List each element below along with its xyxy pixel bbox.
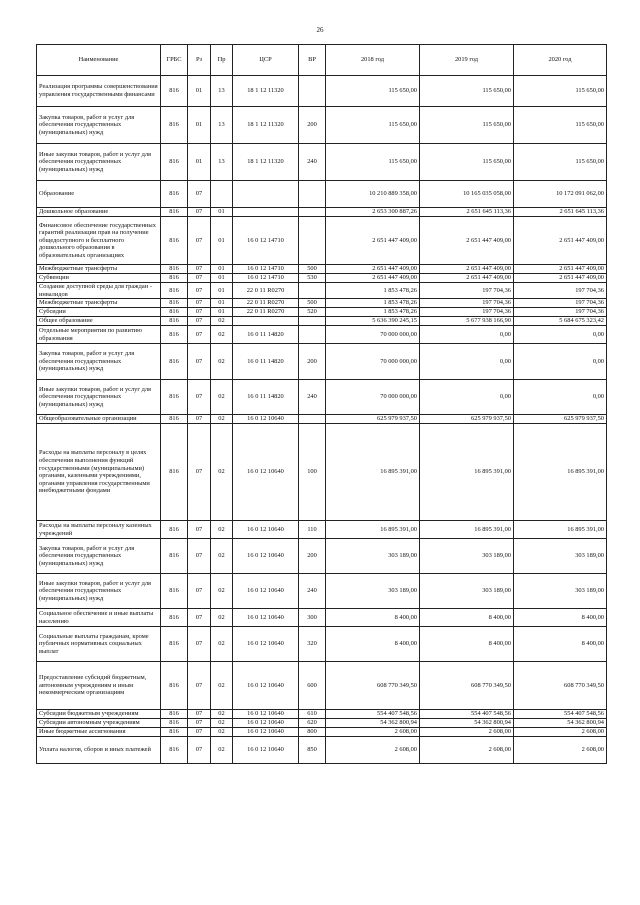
cell-y2019: 608 770 349,50: [420, 662, 514, 710]
cell-csr: [233, 317, 299, 326]
cell-y2020: 554 407 548,56: [514, 710, 607, 719]
cell-y2019: 54 362 800,94: [420, 719, 514, 728]
header-pr: Пр: [211, 45, 233, 76]
table-row: [37, 217, 607, 265]
cell-vr: 320: [299, 627, 326, 662]
cell-rz: 01: [188, 76, 211, 107]
cell-y2018: 115 650,00: [326, 107, 420, 144]
cell-y2018: 70 000 000,00: [326, 326, 420, 344]
table-row: [37, 76, 607, 107]
cell-name: Иные бюджетные ассигнования: [37, 728, 161, 737]
cell-grbs: 816: [161, 539, 188, 574]
header-rz: Рз: [188, 45, 211, 76]
cell-csr: 16 0 12 10640: [233, 521, 299, 539]
cell-y2019: 197 704,36: [420, 308, 514, 317]
table-row: [37, 107, 607, 144]
cell-y2018: 115 650,00: [326, 76, 420, 107]
cell-rz: 07: [188, 539, 211, 574]
cell-grbs: 816: [161, 326, 188, 344]
cell-rz: 07: [188, 609, 211, 627]
cell-y2020: 2 651 447 409,00: [514, 265, 607, 274]
cell-y2020: 115 650,00: [514, 76, 607, 107]
cell-y2019: 8 400,00: [420, 609, 514, 627]
cell-y2020: 16 895 391,00: [514, 424, 607, 521]
cell-vr: [299, 317, 326, 326]
cell-vr: 850: [299, 737, 326, 764]
cell-y2018: 2 651 447 409,00: [326, 274, 420, 283]
table-row: [37, 308, 607, 317]
cell-y2020: 2 651 447 409,00: [514, 217, 607, 265]
cell-y2019: 0,00: [420, 380, 514, 415]
cell-rz: 07: [188, 217, 211, 265]
cell-pr: 01: [211, 208, 233, 217]
cell-rz: 07: [188, 265, 211, 274]
cell-csr: 16 0 12 10640: [233, 737, 299, 764]
table-row: [37, 144, 607, 181]
cell-name: Дошкольное образование: [37, 208, 161, 217]
cell-vr: [299, 76, 326, 107]
cell-y2020: 197 704,36: [514, 299, 607, 308]
table-row: [37, 424, 607, 521]
cell-name: Иные закупки товаров, работ и услуг для обеспечения государственных (муниципальных) нужд: [37, 574, 161, 609]
table-body: [37, 76, 607, 764]
cell-y2018: 10 210 889 358,00: [326, 181, 420, 208]
cell-pr: 02: [211, 719, 233, 728]
header-2020: 2020 год: [514, 45, 607, 76]
cell-y2019: 2 608,00: [420, 737, 514, 764]
cell-csr: 18 1 12 11320: [233, 76, 299, 107]
cell-pr: 02: [211, 737, 233, 764]
cell-y2020: 2 608,00: [514, 737, 607, 764]
cell-pr: 02: [211, 539, 233, 574]
cell-y2019: 115 650,00: [420, 107, 514, 144]
cell-pr: 01: [211, 217, 233, 265]
cell-pr: 02: [211, 415, 233, 424]
cell-csr: 22 0 11 R0270: [233, 308, 299, 317]
cell-y2018: 303 189,00: [326, 539, 420, 574]
cell-y2020: 5 684 675 323,42: [514, 317, 607, 326]
cell-vr: 110: [299, 521, 326, 539]
cell-pr: 02: [211, 424, 233, 521]
cell-vr: 620: [299, 719, 326, 728]
cell-pr: 02: [211, 710, 233, 719]
cell-pr: 01: [211, 299, 233, 308]
cell-grbs: 816: [161, 107, 188, 144]
table-row: [37, 609, 607, 627]
cell-pr: 02: [211, 662, 233, 710]
cell-grbs: 816: [161, 344, 188, 380]
cell-y2018: 16 895 391,00: [326, 521, 420, 539]
cell-y2019: 303 189,00: [420, 539, 514, 574]
cell-vr: 500: [299, 265, 326, 274]
cell-name: Закупка товаров, работ и услуг для обеспечения государственных (муниципальных) нужд: [37, 539, 161, 574]
cell-name: Общее образование: [37, 317, 161, 326]
cell-csr: 16 0 12 10640: [233, 415, 299, 424]
cell-rz: 07: [188, 308, 211, 317]
cell-name: Создание доступной среды для граждан - инвалидов: [37, 283, 161, 299]
cell-pr: 02: [211, 574, 233, 609]
cell-csr: 16 0 12 14710: [233, 217, 299, 265]
cell-grbs: 816: [161, 719, 188, 728]
cell-pr: 02: [211, 728, 233, 737]
table-row: [37, 283, 607, 299]
cell-y2018: 70 000 000,00: [326, 344, 420, 380]
table-row: [37, 326, 607, 344]
cell-rz: 07: [188, 326, 211, 344]
cell-grbs: 816: [161, 308, 188, 317]
cell-rz: 07: [188, 574, 211, 609]
cell-pr: 02: [211, 380, 233, 415]
cell-y2018: 303 189,00: [326, 574, 420, 609]
cell-pr: 02: [211, 317, 233, 326]
cell-grbs: 816: [161, 283, 188, 299]
cell-grbs: 816: [161, 662, 188, 710]
cell-pr: 13: [211, 76, 233, 107]
cell-vr: 200: [299, 107, 326, 144]
header-2018: 2018 год: [326, 45, 420, 76]
cell-y2018: 2 653 300 887,26: [326, 208, 420, 217]
cell-vr: 800: [299, 728, 326, 737]
cell-y2020: 303 189,00: [514, 574, 607, 609]
cell-y2018: 554 407 548,56: [326, 710, 420, 719]
cell-y2018: 2 608,00: [326, 737, 420, 764]
cell-pr: 01: [211, 274, 233, 283]
cell-csr: 16 0 11 14820: [233, 326, 299, 344]
cell-vr: [299, 181, 326, 208]
cell-csr: 16 0 12 10640: [233, 710, 299, 719]
cell-y2018: 54 362 800,94: [326, 719, 420, 728]
cell-rz: 07: [188, 380, 211, 415]
cell-rz: 07: [188, 737, 211, 764]
cell-name: Социальные выплаты гражданам, кроме публичных нормативных социальных выплат: [37, 627, 161, 662]
cell-y2020: 303 189,00: [514, 539, 607, 574]
cell-vr: 610: [299, 710, 326, 719]
cell-rz: 01: [188, 107, 211, 144]
cell-y2020: 115 650,00: [514, 107, 607, 144]
cell-csr: 16 0 12 10640: [233, 728, 299, 737]
cell-vr: 520: [299, 308, 326, 317]
cell-grbs: 816: [161, 609, 188, 627]
cell-vr: [299, 283, 326, 299]
cell-rz: 07: [188, 627, 211, 662]
cell-name: Закупка товаров, работ и услуг для обеспечения государственных (муниципальных) нужд: [37, 344, 161, 380]
cell-grbs: 816: [161, 521, 188, 539]
cell-pr: 13: [211, 144, 233, 181]
cell-name: Закупка товаров, работ и услуг для обеспечения государственных (муниципальных) нужд: [37, 107, 161, 144]
cell-csr: 16 0 12 10640: [233, 719, 299, 728]
table-row: [37, 415, 607, 424]
header-grbs: ГРБС: [161, 45, 188, 76]
cell-grbs: 816: [161, 574, 188, 609]
cell-y2018: 8 400,00: [326, 627, 420, 662]
cell-pr: 02: [211, 627, 233, 662]
cell-name: Субсидии: [37, 308, 161, 317]
cell-y2019: 2 651 447 409,00: [420, 274, 514, 283]
cell-csr: 22 0 11 R0270: [233, 283, 299, 299]
cell-name: Образование: [37, 181, 161, 208]
cell-csr: 18 1 12 11320: [233, 144, 299, 181]
cell-pr: 01: [211, 283, 233, 299]
cell-rz: 07: [188, 521, 211, 539]
cell-y2019: 5 677 938 166,90: [420, 317, 514, 326]
cell-name: Реализация программы совершенствования управления государственными финансами: [37, 76, 161, 107]
cell-y2019: 625 979 937,50: [420, 415, 514, 424]
budget-table: [36, 44, 607, 764]
cell-grbs: 816: [161, 424, 188, 521]
cell-y2020: 2 651 645 113,36: [514, 208, 607, 217]
cell-pr: [211, 181, 233, 208]
table-row: [37, 728, 607, 737]
cell-rz: 07: [188, 299, 211, 308]
cell-y2020: 16 895 391,00: [514, 521, 607, 539]
cell-rz: 01: [188, 144, 211, 181]
cell-grbs: 816: [161, 710, 188, 719]
cell-name: Отдельные мероприятия по развитию образования: [37, 326, 161, 344]
cell-vr: 200: [299, 539, 326, 574]
cell-y2018: 608 770 349,50: [326, 662, 420, 710]
cell-name: Субвенции: [37, 274, 161, 283]
cell-rz: 07: [188, 710, 211, 719]
cell-grbs: 816: [161, 274, 188, 283]
table-row: [37, 208, 607, 217]
cell-y2020: 54 362 800,94: [514, 719, 607, 728]
cell-y2018: 8 400,00: [326, 609, 420, 627]
cell-grbs: 816: [161, 627, 188, 662]
cell-name: Субсидии бюджетным учреждениям: [37, 710, 161, 719]
header-vr: ВР: [299, 45, 326, 76]
cell-csr: 16 0 12 10640: [233, 627, 299, 662]
header-name: Наименование: [37, 45, 161, 76]
cell-rz: 07: [188, 344, 211, 380]
cell-grbs: 816: [161, 415, 188, 424]
table-row: [37, 719, 607, 728]
cell-vr: 240: [299, 574, 326, 609]
cell-name: Межбюджетные трансферты: [37, 265, 161, 274]
cell-rz: 07: [188, 317, 211, 326]
cell-vr: [299, 415, 326, 424]
cell-y2020: 0,00: [514, 326, 607, 344]
cell-csr: 18 1 12 11320: [233, 107, 299, 144]
table-row: [37, 299, 607, 308]
cell-y2019: 0,00: [420, 344, 514, 380]
cell-y2018: 115 650,00: [326, 144, 420, 181]
cell-y2020: 608 770 349,50: [514, 662, 607, 710]
cell-name: Уплата налогов, сборов и иных платежей: [37, 737, 161, 764]
cell-grbs: 816: [161, 317, 188, 326]
cell-y2018: 5 636 390 245,15: [326, 317, 420, 326]
cell-rz: 07: [188, 424, 211, 521]
cell-vr: [299, 208, 326, 217]
cell-y2019: 115 650,00: [420, 144, 514, 181]
cell-y2018: 2 608,00: [326, 728, 420, 737]
cell-name: Предоставление субсидий бюджетным, автономным учреждениям и иным некоммерческим организациям: [37, 662, 161, 710]
cell-pr: 02: [211, 521, 233, 539]
cell-pr: 02: [211, 344, 233, 380]
cell-y2018: 1 853 478,26: [326, 283, 420, 299]
cell-csr: 16 0 11 14820: [233, 344, 299, 380]
cell-name: Общеобразовательные организации: [37, 415, 161, 424]
cell-vr: 300: [299, 609, 326, 627]
cell-y2020: 2 608,00: [514, 728, 607, 737]
cell-csr: 16 0 12 10640: [233, 662, 299, 710]
cell-name: Межбюджетные трансферты: [37, 299, 161, 308]
table-row: [37, 662, 607, 710]
cell-y2019: 8 400,00: [420, 627, 514, 662]
cell-y2019: 2 651 645 113,36: [420, 208, 514, 217]
cell-name: Расходы на выплаты персоналу в целях обеспечения выполнения функций государственными (муниципальными) органами, казенными учреждениями, органами управления государственными внебюджетными фондами: [37, 424, 161, 521]
cell-name: Расходы на выплаты персоналу казенных учреждений: [37, 521, 161, 539]
cell-y2019: 16 895 391,00: [420, 521, 514, 539]
cell-vr: [299, 217, 326, 265]
header-2019: 2019 год: [420, 45, 514, 76]
cell-name: Иные закупки товаров, работ и услуг для обеспечения государственных (муниципальных) нужд: [37, 380, 161, 415]
cell-pr: 02: [211, 326, 233, 344]
table-row: [37, 710, 607, 719]
header-csr: ЦСР: [233, 45, 299, 76]
cell-vr: 530: [299, 274, 326, 283]
cell-vr: 500: [299, 299, 326, 308]
cell-csr: 16 0 12 10640: [233, 574, 299, 609]
cell-y2018: 16 895 391,00: [326, 424, 420, 521]
cell-y2018: 2 651 447 409,00: [326, 265, 420, 274]
table-row: [37, 521, 607, 539]
table-row: [37, 265, 607, 274]
table-header-row: [37, 45, 607, 76]
table-row: [37, 181, 607, 208]
cell-y2020: 197 704,36: [514, 283, 607, 299]
cell-vr: 240: [299, 144, 326, 181]
cell-grbs: 816: [161, 728, 188, 737]
cell-rz: 07: [188, 181, 211, 208]
cell-grbs: 816: [161, 181, 188, 208]
cell-rz: 07: [188, 274, 211, 283]
cell-rz: 07: [188, 283, 211, 299]
cell-y2019: 10 165 035 058,00: [420, 181, 514, 208]
cell-grbs: 816: [161, 737, 188, 764]
cell-y2019: 115 650,00: [420, 76, 514, 107]
table-row: [37, 274, 607, 283]
cell-grbs: 816: [161, 265, 188, 274]
cell-grbs: 816: [161, 144, 188, 181]
cell-rz: 07: [188, 415, 211, 424]
cell-csr: [233, 208, 299, 217]
cell-pr: 01: [211, 308, 233, 317]
cell-y2018: 1 853 478,26: [326, 308, 420, 317]
cell-y2020: 197 704,36: [514, 308, 607, 317]
cell-y2019: 2 651 447 409,00: [420, 217, 514, 265]
cell-y2019: 303 189,00: [420, 574, 514, 609]
table-row: [37, 574, 607, 609]
cell-vr: [299, 326, 326, 344]
cell-pr: 13: [211, 107, 233, 144]
cell-name: Субсидии автономным учреждениям: [37, 719, 161, 728]
cell-rz: 07: [188, 719, 211, 728]
table-row: [37, 627, 607, 662]
cell-y2020: 115 650,00: [514, 144, 607, 181]
cell-rz: 07: [188, 728, 211, 737]
cell-y2018: 70 000 000,00: [326, 380, 420, 415]
table-row: [37, 737, 607, 764]
cell-grbs: 816: [161, 380, 188, 415]
cell-csr: 16 0 12 10640: [233, 424, 299, 521]
cell-name: Иные закупки товаров, работ и услуг для обеспечения государственных (муниципальных) нужд: [37, 144, 161, 181]
cell-y2018: 2 651 447 409,00: [326, 217, 420, 265]
cell-name: Социальное обеспечение и иные выплаты населению: [37, 609, 161, 627]
cell-y2020: 2 651 447 409,00: [514, 274, 607, 283]
cell-y2019: 2 651 447 409,00: [420, 265, 514, 274]
cell-y2020: 0,00: [514, 380, 607, 415]
cell-grbs: 816: [161, 208, 188, 217]
cell-y2018: 625 979 937,50: [326, 415, 420, 424]
cell-vr: 100: [299, 424, 326, 521]
page-number: 26: [316, 26, 324, 34]
table-row: [37, 380, 607, 415]
cell-pr: 01: [211, 265, 233, 274]
cell-vr: 240: [299, 380, 326, 415]
cell-vr: 200: [299, 344, 326, 380]
cell-name: Финансовое обеспечение государственных гарантий реализации прав на получение общедоступного и бесплатного дошкольного образования в образовательных организациях: [37, 217, 161, 265]
cell-grbs: 816: [161, 299, 188, 308]
cell-y2020: 10 172 091 062,00: [514, 181, 607, 208]
cell-y2019: 197 704,36: [420, 299, 514, 308]
cell-csr: [233, 181, 299, 208]
cell-pr: 02: [211, 609, 233, 627]
cell-y2019: 2 608,00: [420, 728, 514, 737]
cell-csr: 16 0 12 14710: [233, 274, 299, 283]
cell-y2020: 0,00: [514, 344, 607, 380]
cell-csr: 16 0 12 10640: [233, 539, 299, 574]
cell-y2020: 8 400,00: [514, 627, 607, 662]
cell-grbs: 816: [161, 76, 188, 107]
cell-csr: 16 0 11 14820: [233, 380, 299, 415]
cell-rz: 07: [188, 662, 211, 710]
cell-y2020: 625 979 937,50: [514, 415, 607, 424]
cell-y2020: 8 400,00: [514, 609, 607, 627]
cell-y2019: 197 704,36: [420, 283, 514, 299]
cell-y2018: 1 853 478,26: [326, 299, 420, 308]
cell-csr: 16 0 12 14710: [233, 265, 299, 274]
cell-csr: 16 0 12 10640: [233, 609, 299, 627]
cell-y2019: 554 407 548,56: [420, 710, 514, 719]
table-row: [37, 539, 607, 574]
cell-y2019: 0,00: [420, 326, 514, 344]
cell-rz: 07: [188, 208, 211, 217]
table-row: [37, 344, 607, 380]
cell-csr: 22 0 11 R0270: [233, 299, 299, 308]
cell-grbs: 816: [161, 217, 188, 265]
cell-vr: 600: [299, 662, 326, 710]
cell-y2019: 16 895 391,00: [420, 424, 514, 521]
table-row: [37, 317, 607, 326]
